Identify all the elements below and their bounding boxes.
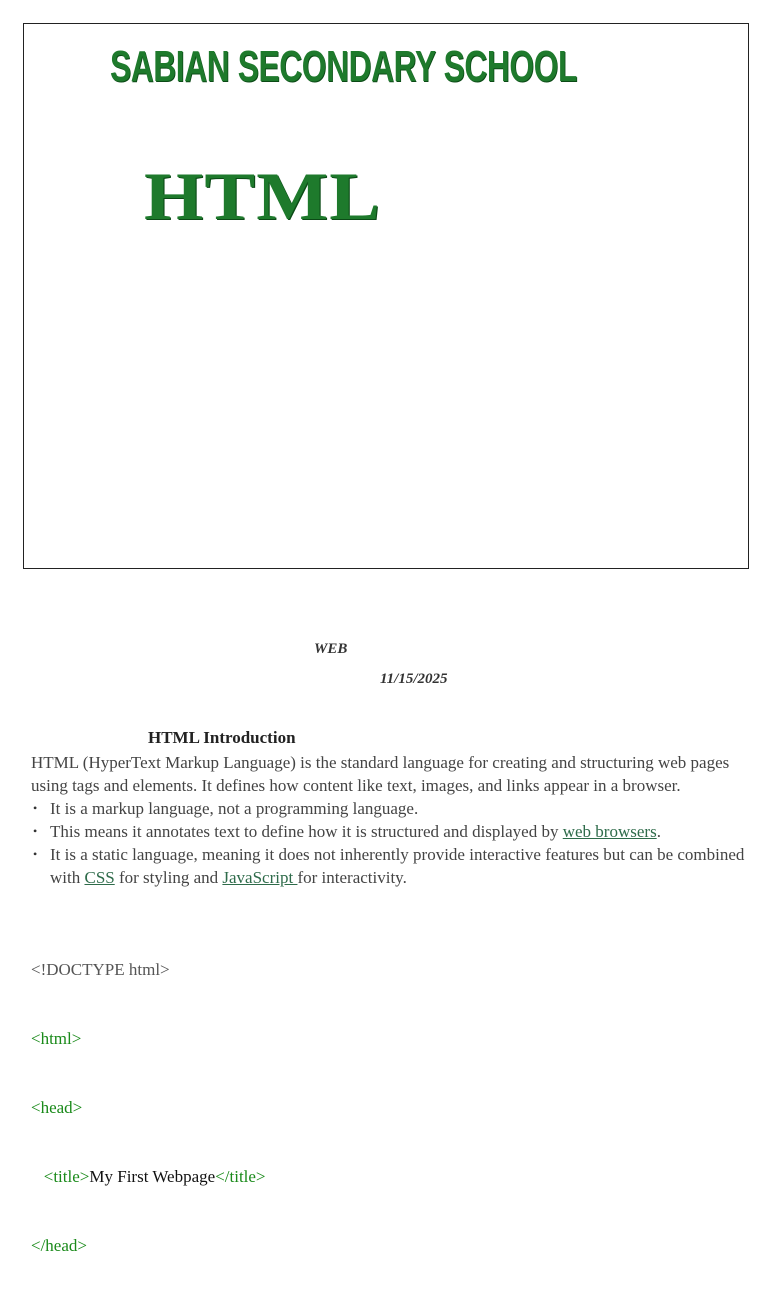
code-line-doctype: <!DOCTYPE html> <box>31 960 170 979</box>
code-line-head-open: <head> <box>31 1098 83 1117</box>
bullet-list <box>31 797 755 889</box>
section-heading: HTML Introduction <box>148 728 296 747</box>
school-name: SABIAN SECONDARY SCHOOL <box>110 42 577 91</box>
bullet-icon: • <box>33 824 38 838</box>
code-example <box>31 912 266 1303</box>
code-title-close: </title> <box>215 1167 266 1186</box>
list-item <box>31 820 755 843</box>
code-indent <box>31 1167 44 1186</box>
web-browsers-link[interactable]: web browsers <box>562 822 657 841</box>
cover-page <box>23 23 749 569</box>
subject-title: HTML <box>144 158 382 234</box>
bullet-text-mid: for styling and <box>114 868 223 887</box>
bullet-icon: • <box>33 801 38 815</box>
bullet-icon: • <box>33 847 38 861</box>
code-line-html-open: <html> <box>31 1029 82 1048</box>
list-item <box>31 797 755 820</box>
code-title-open: <title> <box>43 1167 90 1186</box>
code-title-text: My First Webpage <box>89 1167 216 1186</box>
bullet-text: It is a markup language, not a programming language. <box>50 799 419 818</box>
document-type: WEB <box>314 641 348 657</box>
list-item <box>31 843 755 889</box>
css-link[interactable]: CSS <box>84 868 115 887</box>
document-date: 11/15/2025 <box>380 671 448 687</box>
bullet-text: This means it annotates text to define how it is structured and displayed by <box>50 822 563 841</box>
section-body <box>31 751 755 889</box>
code-line-head-close: </head> <box>31 1236 87 1255</box>
bullet-text: It is a static language, meaning it does not inherently provide interactive features but can be combined with <box>50 845 745 887</box>
code-line-title <box>31 1165 266 1188</box>
intro-paragraph: HTML (HyperText Markup Language) is the standard language for creating and structuring web pages using tags and elements. It defines how content like text, images, and links appear in a browser. <box>31 753 730 795</box>
bullet-text-end: . <box>656 822 661 841</box>
bullet-text-end: for interactivity. <box>297 868 407 887</box>
javascript-link[interactable]: JavaScript <box>222 868 298 887</box>
